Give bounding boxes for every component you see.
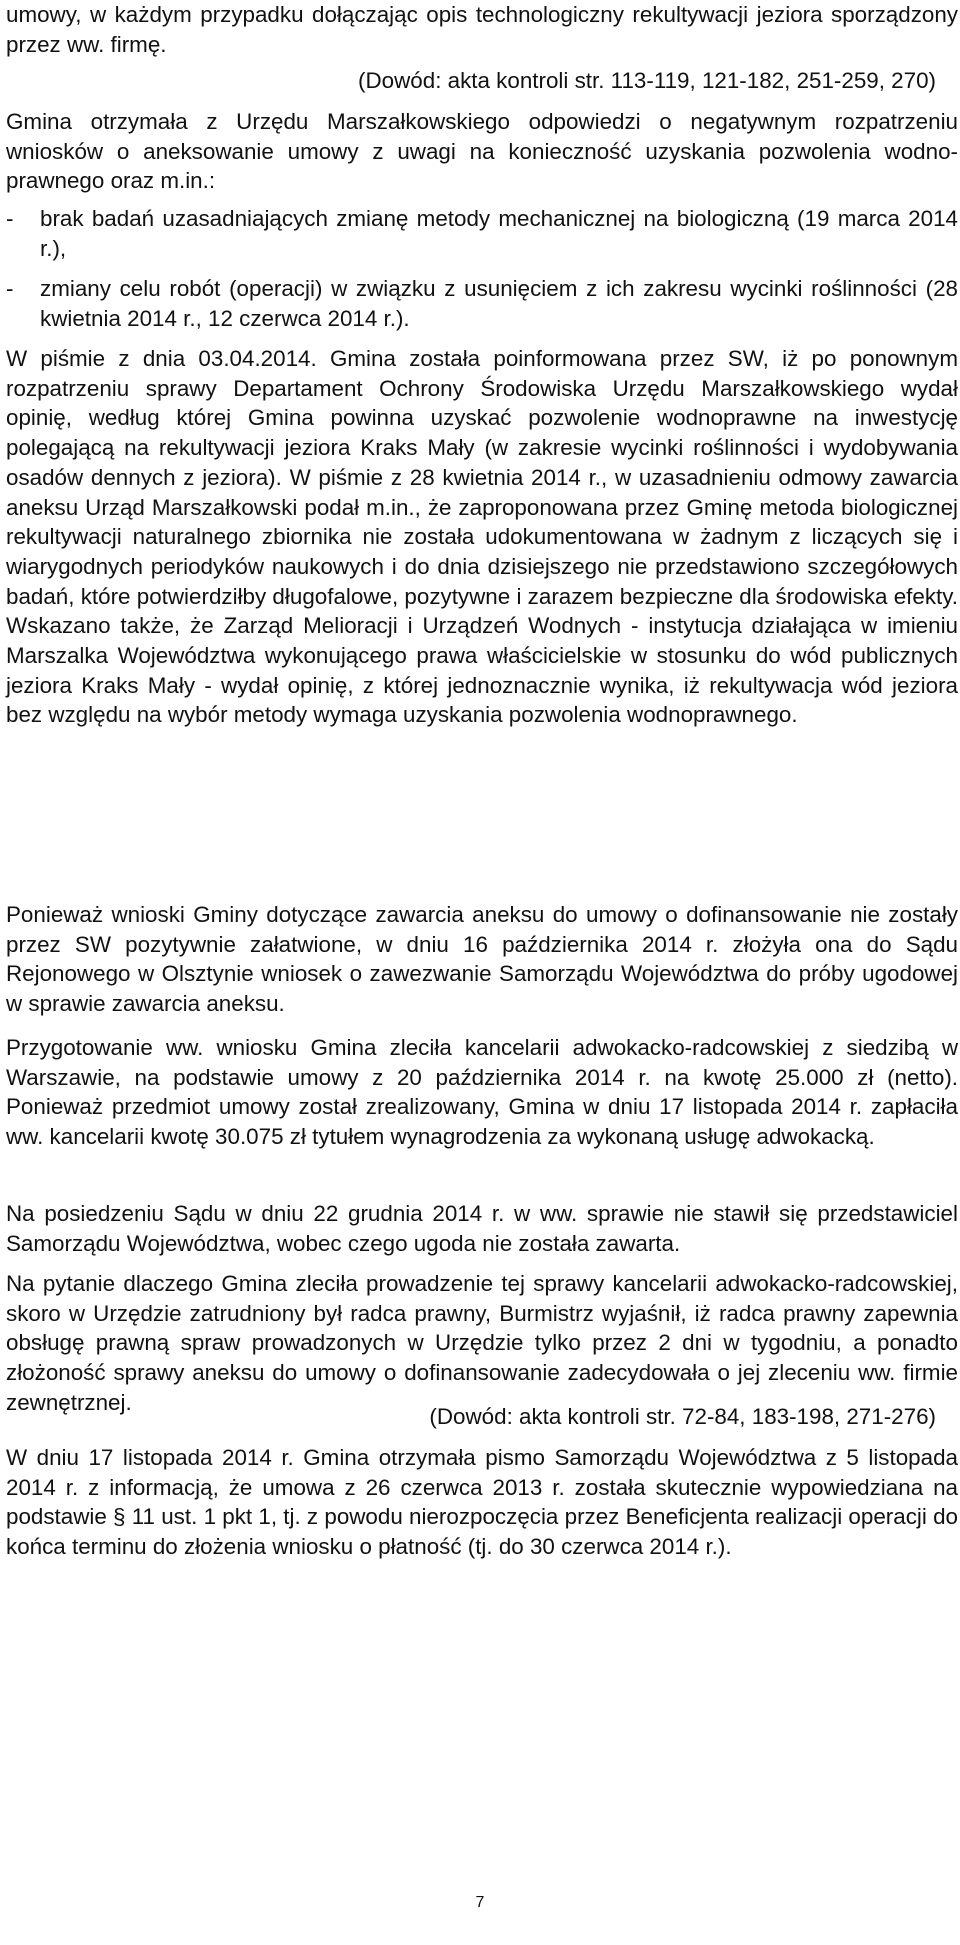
paragraph: W piśmie z dnia 03.04.2014. Gmina została poinformowana przez SW, iż po ponownym rozpatrzeniu sprawy Departament Ochrony Środowiska Urzędu Marszałkowskiego wydał opinię, według której Gmina powinna uzyskać pozwolenie wodnoprawne na inwestycję polegającą na rekultywacji jeziora Kraks Mały (w zakresie wycinki roślinności i wydobywania osadów dennych z jeziora). W piśmie z 28 kwietnia 2014 r., w uzasadnieniu odmowy zawarcia aneksu Urząd Marszałkowski podał m.in., że zaproponowana przez Gminę metoda biologicznej rekultywacji naturalnego zbiornika nie została udokumentowana w żadnym z liczących się i wiarygodnych periodyków naukowych i do dnia dzisiejszego nie przedstawiono szczegółowych badań, które potwierdziłby długofalowe, pozytywne i zarazem bezpieczne dla środowiska efekty. Wskazano także, że Zarząd Melioracji i Urządzeń Wodnych - instytucja działająca w imieniu Marszalka Województwa wykonującego prawa właścicielskie w stosunku do wód publicznych jeziora Kraks Mały - wydał opinię, z której jednoznacznie wynika, iż rekultywacja wód jeziora bez względu na wybór metody wymaga uzyskania pozwolenia wodnoprawnego. [6, 346, 958, 728]
page-number: 7 [475, 1894, 485, 1911]
bullet-marker: - [6, 206, 14, 231]
evidence-reference: (Dowód: akta kontroli str. 113-119, 121-182, 251-259, 270) [358, 68, 936, 93]
bullet-marker: - [6, 276, 14, 301]
list-item [6, 274, 958, 333]
evidence-reference: (Dowód: akta kontroli str. 72-84, 183-198, 271-276) [429, 1404, 936, 1429]
paragraph: Na posiedzeniu Sądu w dniu 22 grudnia 2014 r. w ww. sprawie nie stawił się przedstawiciel Samorządu Województwa, wobec czego ugoda nie została zawarta. [6, 1201, 958, 1256]
paragraph: W dniu 17 listopada 2014 r. Gmina otrzymała pismo Samorządu Województwa z 5 listopada 2014 r. z informacją, że umowa z 26 czerwca 2013 r. została skutecznie wypowiedziana na podstawie § 11 ust. 1 pkt 1, tj. z powodu nierozpoczęcia przez Beneficjenta realizacji operacji do końca terminu do złożenia wniosku o płatność (tj. do 30 czerwca 2014 r.). [6, 1445, 958, 1560]
paragraph: Przygotowanie ww. wniosku Gmina zleciła kancelarii adwokacko-radcowskiej z siedzibą w Warszawie, na podstawie umowy z 20 października 2014 r. na kwotę 25.000 zł (netto). Ponieważ przedmiot umowy został zrealizowany, Gmina w dniu 17 listopada 2014 r. zapłaciła ww. kancelarii kwotę 30.075 zł tytułem wynagrodzenia za wykonaną usługę adwokacką. [6, 1035, 958, 1150]
paragraph-continuation: umowy, w każdym przypadku dołączając opis technologiczny rekultywacji jeziora sporządzony przez ww. firmę. [6, 2, 958, 57]
paragraph: Ponieważ wnioski Gminy dotyczące zawarcia aneksu do umowy o dofinansowanie nie zostały przez SW pozytywnie załatwione, w dniu 16 października 2014 r. złożyła ona do Sądu Rejonowego w Olsztynie wniosek o zawezwanie Samorządu Województwa do próby ugodowej w sprawie zawarcia aneksu. [6, 902, 958, 1017]
paragraph: Na pytanie dlaczego Gmina zleciła prowadzenie tej sprawy kancelarii adwokacko-radcowskiej, skoro w Urzędzie zatrudniony był radca prawny, Burmistrz wyjaśnił, iż radca prawny zapewnia obsługę prawną spraw prowadzonych w Urzędzie tylko przez 2 dni w tygodniu, a ponadto złożoność sprawy aneksu do umowy o dofinansowanie zadecydowała o jej zleceniu ww. firmie zewnętrznej. [6, 1271, 958, 1415]
list-item-text: brak badań uzasadniających zmianę metody mechanicznej na biologiczną (19 marca 2014 r.), [40, 206, 958, 261]
paragraph: Gmina otrzymała z Urzędu Marszałkowskiego odpowiedzi o negatywnym rozpatrzeniu wniosków o aneksowanie umowy z uwagi na konieczność uzyskania pozwolenia wodno-prawnego oraz m.in.: [6, 109, 958, 194]
list-item [6, 204, 958, 263]
list-item-text: zmiany celu robót (operacji) w związku z usunięciem z ich zakresu wycinki roślinności (28 kwietnia 2014 r., 12 czerwca 2014 r.). [40, 276, 958, 331]
